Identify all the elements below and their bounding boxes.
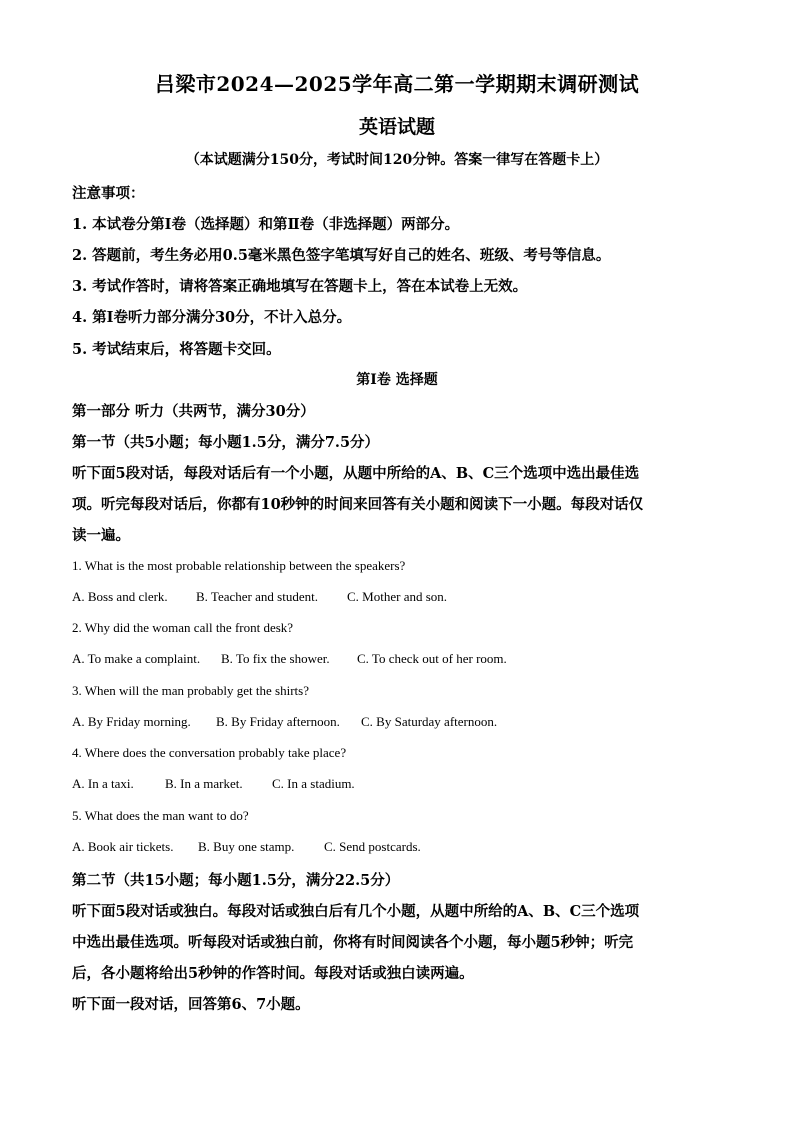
subject-title: 英语试题 — [358, 116, 435, 138]
section1-instructions: 读一遍。 — [72, 527, 130, 544]
option-c: C. Mother and son. — [347, 589, 448, 604]
question-stem: 4. Where does the conversation probably take place? — [72, 745, 347, 760]
exam-info: （本试题满分150分，考试时间120分钟。答案一律写在答题卡上） — [185, 152, 609, 168]
option-b: B. Buy one stamp. — [198, 839, 295, 854]
next-dialogue-prompt: 听下面一段对话，回答第6、7小题。 — [72, 996, 310, 1013]
option-a: A. To make a complaint. — [72, 651, 201, 666]
section1-heading: 第一节（共5小题；每小题1.5分，满分7.5分） — [72, 434, 380, 451]
notice-item: 3. 考试作答时，请将答案正确地填写在答题卡上，答在本试卷上无效。 — [72, 278, 528, 295]
question-options — [72, 839, 421, 855]
notice-item: 4. 第Ⅰ卷听力部分满分30分，不计入总分。 — [72, 309, 352, 326]
option-b: B. By Friday afternoon. — [216, 714, 340, 729]
option-b: B. To fix the shower. — [221, 651, 330, 666]
part1-heading: 第一部分 听力（共两节，满分30分） — [72, 403, 315, 420]
section2-instructions: 后，各小题将给出5秒钟的作答时间。每段对话或独白读两遍。 — [72, 965, 474, 982]
option-a: A. Book air tickets. — [72, 839, 174, 854]
section1-instructions: 项。听完每段对话后，你都有10秒钟的时间来回答有关小题和阅读下一小题。每段对话仅 — [72, 496, 644, 513]
option-b: B. Teacher and student. — [196, 589, 318, 604]
option-a: A. By Friday morning. — [72, 714, 191, 729]
question-stem: 5. What does the man want to do? — [72, 808, 249, 823]
option-c: C. By Saturday afternoon. — [361, 714, 498, 729]
notice-heading: 注意事项： — [72, 185, 145, 202]
option-c: C. In a stadium. — [272, 776, 355, 791]
option-b: B. In a market. — [165, 776, 243, 791]
question-options — [72, 714, 497, 730]
option-c: C. To check out of her room. — [357, 651, 507, 666]
notice-item: 1. 本试卷分第Ⅰ卷（选择题）和第Ⅱ卷（非选择题）两部分。 — [72, 216, 460, 233]
notice-item: 5. 考试结束后，将答题卡交回。 — [72, 341, 281, 358]
section2-instructions: 听下面5段对话或独白。每段对话或独白后有几个小题，从题中所给的A、B、C三个选项 — [72, 903, 640, 920]
question-options — [72, 776, 355, 792]
question-options — [72, 651, 507, 667]
question-stem: 2. Why did the woman call the front desk? — [72, 620, 294, 635]
option-c: C. Send postcards. — [324, 839, 421, 854]
section1-instructions: 听下面5段对话，每段对话后有一个小题，从题中所给的A、B、C三个选项中选出最佳选 — [72, 465, 640, 482]
question-options — [72, 589, 447, 605]
section2-heading: 第二节（共15小题；每小题1.5分，满分22.5分） — [72, 872, 400, 889]
question-stem: 3. When will the man probably get the shirts? — [72, 683, 309, 698]
exam-title: 吕梁市2024—2025学年高二第一学期期末调研测试 — [154, 72, 640, 96]
option-a: A. In a taxi. — [72, 776, 134, 791]
volume-title: 第Ⅰ卷 选择题 — [356, 372, 438, 388]
option-a: A. Boss and clerk. — [72, 589, 168, 604]
notice-item: 2. 答题前，考生务必用0.5毫米黑色签字笔填写好自己的姓名、班级、考号等信息。 — [72, 247, 611, 264]
question-stem: 1. What is the most probable relationship between the speakers? — [72, 558, 406, 573]
section2-instructions: 中选出最佳选项。听每段对话或独白前，你将有时间阅读各个小题，每小题5秒钟；听完 — [72, 934, 634, 951]
